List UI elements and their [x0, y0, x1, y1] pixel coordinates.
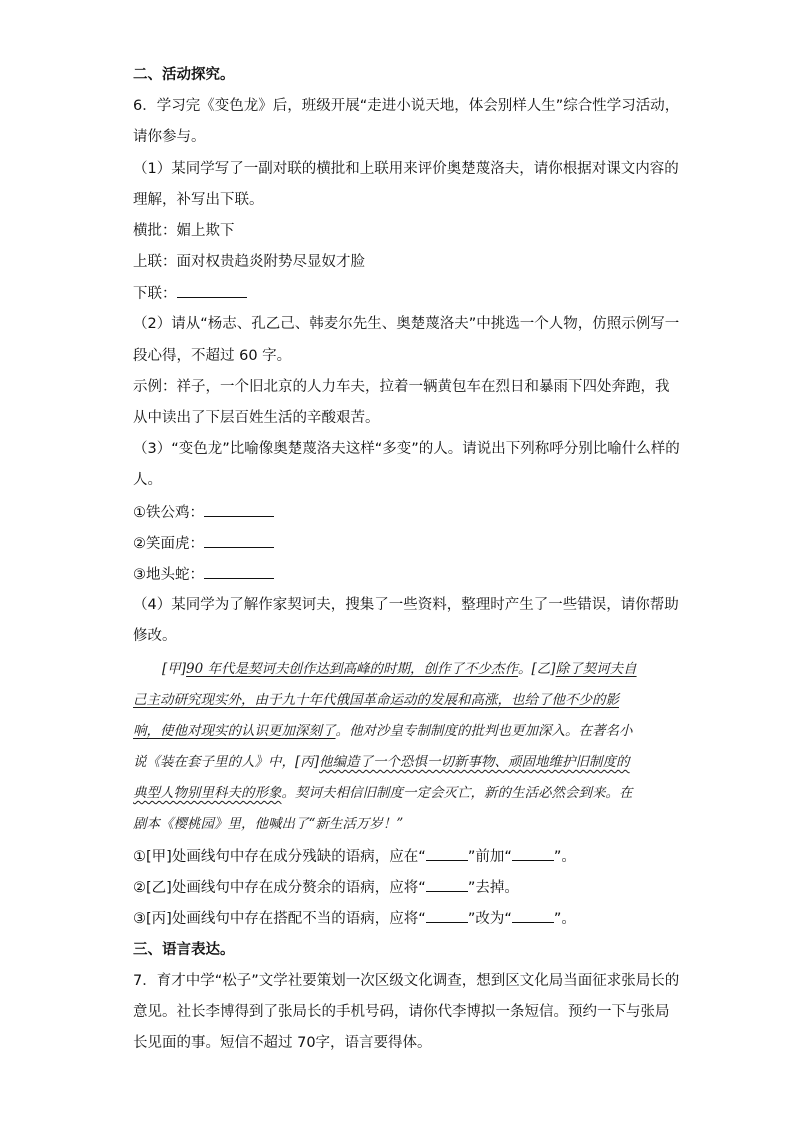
- nickname-row-1: [133, 502, 274, 523]
- part-2-line-2: 段心得，不超过 60 字。: [133, 348, 292, 364]
- underlined-sentence-yi-end: 响，使他对现实的认识更加深刻了: [133, 723, 336, 739]
- part-1-line-2: 理解，补写出下联。: [133, 192, 264, 208]
- fix-3-replacement-blank[interactable]: [512, 908, 554, 923]
- xialian-row: [133, 283, 247, 304]
- nickname-2-label: ②笑面虎：: [133, 536, 204, 552]
- fix-2-remove-blank[interactable]: [426, 877, 468, 892]
- nickname-1-label: ①铁公鸡：: [133, 505, 204, 521]
- passage-line-3: 响，使他对现实的认识更加深刻了。他对沙皇专制制度的批判也更加深入。在著名小: [133, 723, 633, 739]
- part-1-line-1: （1）某同学写了一副对联的横批和上联用来评价奥楚蔑洛夫，请你根据对课文内容的: [133, 161, 679, 177]
- passage-line-5: 典型人物别里科夫的形象。契诃夫相信旧制度一定会灭亡，新的生活必然会到来。在: [133, 785, 633, 801]
- underlined-sentence-bing-start: 他编造了一个恐惧一切新事物、顽固地维护旧制度的: [319, 754, 630, 770]
- underlined-sentence-bing-end: 典型人物别里科夫的形象: [133, 785, 282, 801]
- question-6-stem-line-2: 请你参与。: [133, 129, 206, 145]
- example-line-2: 从中读出了下层百姓生活的辛酸艰苦。: [133, 410, 380, 426]
- example-line-1: 示例：祥子，一个旧北京的人力车夫，拉着一辆黄包车在烈日和暴雨下四处奔跑，我: [133, 379, 670, 395]
- underlined-sentence-jia: 90 年代是契诃夫创作达到高峰的时期，创作了不少杰作: [186, 661, 519, 677]
- fix-3-original-blank[interactable]: [426, 908, 468, 923]
- xialian-answer-blank[interactable]: [177, 283, 247, 298]
- passage-line-1: [甲]90 年代是契诃夫创作达到高峰的时期，创作了不少杰作。[乙]除了契诃夫自: [162, 661, 637, 677]
- nickname-row-2: [133, 533, 274, 554]
- hengpi-text: 横批：媚上欺下: [133, 223, 235, 239]
- part-2-line-1: （2）请从“杨志、孔乙己、韩麦尔先生、奥楚蔑洛夫”中挑选一个人物，仿照示例写一: [133, 316, 680, 332]
- fix-row-3: ③[丙]处画线句中存在搭配不当的语病，应将“ ”改为“ ”。: [133, 908, 576, 929]
- part-4-line-2: 修改。: [133, 628, 177, 644]
- section-title-activity: 二、活动探究。: [133, 67, 235, 83]
- underlined-sentence-yi-start: 除了契诃夫自: [555, 661, 637, 677]
- section-title-language: 三、语言表达。: [133, 942, 235, 958]
- nickname-1-blank[interactable]: [204, 502, 274, 517]
- part-4-line-1: （4）某同学为了解作家契诃夫，搜集了一些资料，整理时产生了一些错误，请你帮助: [133, 597, 679, 613]
- nickname-3-label: ③地头蛇：: [133, 567, 204, 583]
- nickname-3-blank[interactable]: [204, 564, 274, 579]
- question-6-stem-line-1: 6．学习完《变色龙》后，班级开展“走进小说天地，体会别样人生”综合性学习活动，: [133, 98, 680, 114]
- part-3-line-2: 人。: [133, 472, 162, 488]
- fix-1-position-blank[interactable]: [426, 846, 468, 861]
- passage-line-2: [133, 690, 619, 710]
- question-7-line-2: 意见。社长李博得到了张局长的手机号码，请你代李博拟一条短信。预约一下与张局: [133, 1004, 670, 1020]
- fix-1-insert-blank[interactable]: [512, 846, 554, 861]
- part-3-line-1: （3）“变色龙”比喻像奥楚蔑洛夫这样“多变”的人。请说出下列称呼分别比喻什么样的: [133, 441, 680, 457]
- question-7-line-1: 7．育才中学“松子”文学社要策划一次区级文化调查，想到区文化局当面征求张局长的: [133, 973, 680, 989]
- nickname-row-3: [133, 564, 274, 585]
- nickname-2-blank[interactable]: [204, 533, 274, 548]
- xialian-label: 下联：: [133, 286, 177, 302]
- shanglian-text: 上联：面对权贵趋炎附势尽显奴才脸: [133, 254, 365, 270]
- question-7-line-3: 长见面的事。短信不超过 70字，语言要得体。: [133, 1035, 432, 1051]
- fix-row-1: ①[甲]处画线句中存在成分残缺的语病，应在“ ”前加“ ”。: [133, 846, 576, 867]
- passage-line-6: 剧本《樱桃园》里，他喊出了“新生活万岁！”: [133, 816, 404, 832]
- passage-line-4: 说《装在套子里的人》中，[丙]他编造了一个恐惧一切新事物、顽固地维护旧制度的: [133, 754, 630, 770]
- underlined-sentence-yi-middle: 己主动研究现实外，由于九十年代俄国革命运动的发展和高涨，也给了他不少的影: [133, 692, 619, 708]
- fix-row-2: ②[乙]处画线句中存在成分赘余的语病，应将“ ”去掉。: [133, 877, 519, 898]
